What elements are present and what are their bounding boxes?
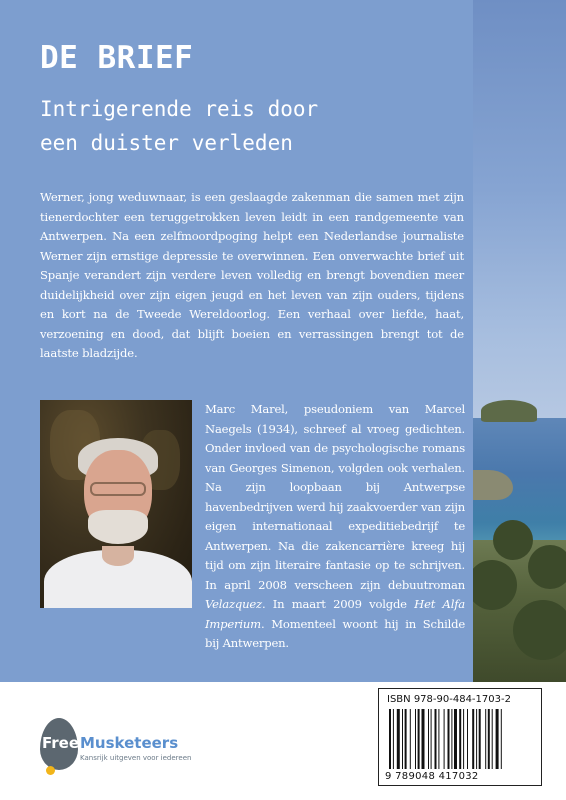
author-portrait [40, 400, 192, 608]
publisher-tagline: Kansrijk uitgeven voor iedereen [80, 754, 192, 762]
author-bio: Marc Marel, pseudoniem van Marcel Naegels (1934), schreef al vroeg gedichten. Onder invloed van de psychologische romans van Georges Simenon, volgden ook verhalen. Na zijn loopbaan bij Antwerpse havenbedrijven werd hij zaakvoerder van zijn eigen internationaal expeditiebedrijf te Antwerpen. Na die zakencarrière kreeg hij tijd om zijn literaire fantasie op te schrijven. In april 2008 verscheen zijn debuutroman Velazquez. In maart 2009 volgde Het Alfa Imperium. Momenteel woont hij in Schilde bij Antwerpen. [205, 402, 466, 650]
barcode-icon [389, 709, 537, 769]
isbn-label: ISBN 978-90-484-1703-2 [387, 694, 511, 705]
publisher-name-part2: Musketeers [80, 734, 179, 752]
isbn-barcode-block [378, 688, 542, 786]
debut-novel-title: Velazquez [205, 597, 262, 611]
logo-dot-icon [46, 766, 55, 775]
second-novel-title: Het Alfa Imperium [205, 597, 466, 631]
book-blurb: Werner, jong weduwnaar, is een geslaagde zakenman die samen met zijn tienerdochter een teruggetrokken leven leidt in een randgemeente van Antwerpen. Na een zelfmoordpoging helpt een Nederlandse journaliste Werner zijn ernstige depressie te overwinnen. Een onverwachte brief uit Spanje verandert zijn verdere leven volledig en brengt bovendien meer duidelijkheid over zijn eigen jeugd en het leven van zijn ouders, tijdens en kort na de Tweede Wereldoorlog. Een verhaal over liefde, haat, verzoening en dood, dat blijft boeien en verrassingen brengt tot de laatste bladzijde. [40, 190, 464, 360]
book-subtitle [40, 92, 465, 160]
publisher-name-part1: Free [42, 734, 80, 752]
barcode-digits: 9 789048 417032 [385, 771, 479, 782]
subtitle-line-1: Intrigerende reis door [40, 97, 319, 121]
book-title: DE BRIEF [40, 40, 194, 76]
publisher-logo [40, 712, 240, 782]
subtitle-line-2: een duister verleden [40, 131, 293, 155]
sea-landscape-photo [473, 0, 566, 682]
